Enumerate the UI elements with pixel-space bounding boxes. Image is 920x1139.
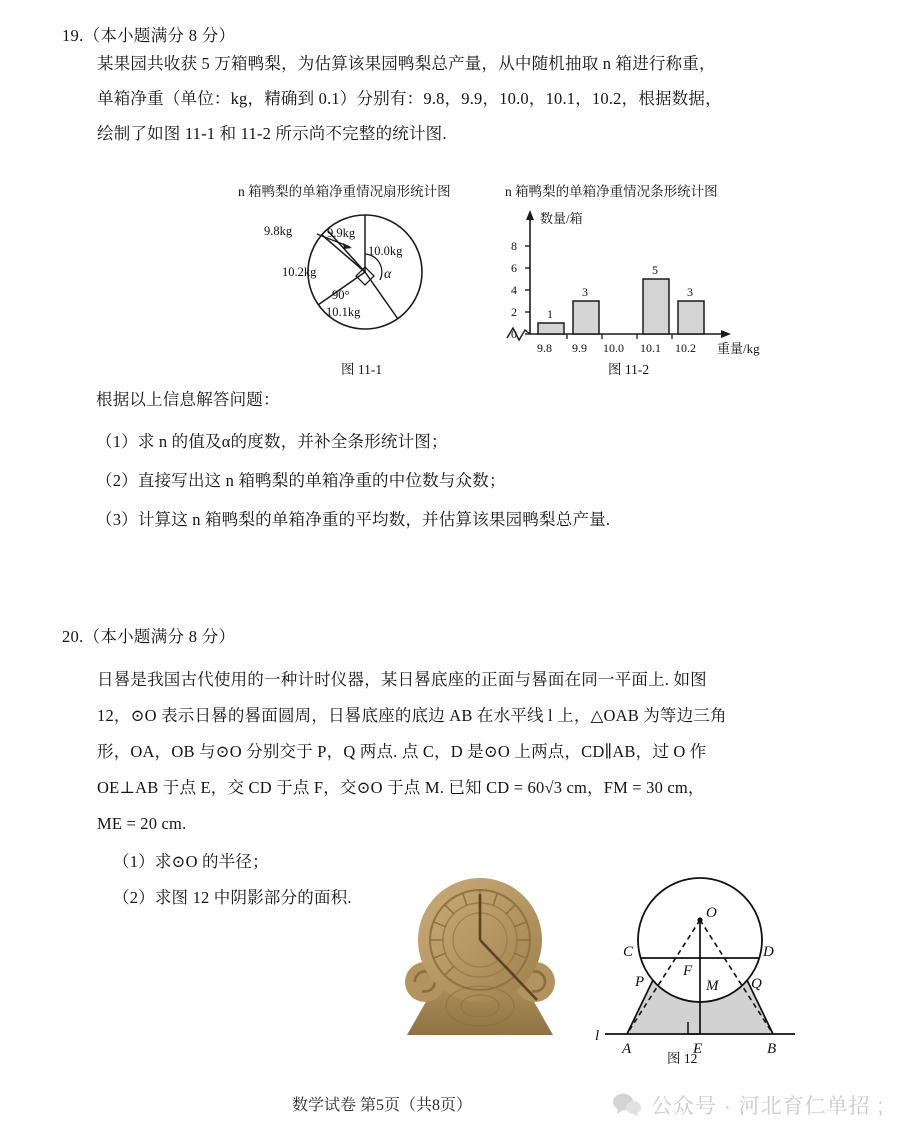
bar-value-label-9-8: 1: [547, 307, 553, 321]
bar-ytick-2: 2: [511, 305, 517, 319]
bar-xtick-10-2: 10.2: [675, 341, 696, 355]
q20-body-line-5: ME = 20 cm.: [97, 814, 187, 833]
bar-value-label-10-1: 5: [652, 263, 658, 277]
geo-label-F: F: [683, 963, 693, 979]
geo-label-P: P: [635, 974, 645, 990]
wechat-icon: [612, 1093, 642, 1117]
geo-label-B: B: [767, 1041, 777, 1057]
bar-chart-svg: [495, 204, 775, 344]
bar-xtick-9-8: 9.8: [537, 341, 552, 355]
geo-label-A: A: [622, 1041, 632, 1057]
q19-body-line-2: 单箱净重（单位：kg，精确到 0.1）分别有：9.8，9.9，10.0，10.1，10.2，根据数据，: [97, 89, 722, 108]
pie-label-10-1kg: 10.1kg: [326, 305, 361, 319]
bar-chart-xlabel: 重量/kg: [717, 341, 760, 356]
q19-subquestion-2: （2）直接写出这 n 箱鸭梨的单箱净重的中位数与众数；: [96, 471, 506, 490]
pie-label-10-2kg: 10.2kg: [282, 265, 317, 279]
pie-label-9-9kg: 9.9kg: [327, 226, 356, 240]
bar-ytick-6: 6: [511, 261, 517, 275]
bar-value-label-9-9: 3: [582, 285, 588, 299]
pie-label-10-0kg: 10.0kg: [368, 244, 403, 258]
geo-label-O: O: [706, 905, 717, 921]
bar-value-label-10-2: 3: [687, 285, 693, 299]
pie-label-90deg: 90°: [332, 288, 350, 302]
q19-figures: [0, 178, 920, 383]
bar-ytick-4: 4: [511, 283, 517, 297]
q19-body-line-3: 绘制了如图 11-1 和 11-2 所示尚不完整的统计图.: [97, 124, 447, 143]
geo-label-l: l: [595, 1028, 600, 1044]
geo-label-E: E: [693, 1041, 703, 1057]
pie-label-9-8kg: 9.8kg: [264, 224, 293, 238]
q20-body-line-1: 日晷是我国古代使用的一种计时仪器，某日晷底座的正面与晷面在同一平面上. 如图: [97, 670, 707, 689]
wechat-watermark: [612, 1090, 884, 1120]
bar-xtick-10-0: 10.0: [603, 341, 624, 355]
geometry-figure-12: [575, 862, 825, 1070]
q20-body-line-2: 12，⊙O 表示日晷的晷面圆周，日晷底座的底边 AB 在水平线 l 上，△OAB 为等边三角: [97, 706, 727, 725]
q19-subquestion-3: （3）计算这 n 箱鸭梨的单箱净重的平均数，并估算该果园鸭梨总产量.: [96, 510, 611, 529]
sundial-illustration: [385, 872, 575, 1044]
q20-body-line-4: OE⊥AB 于点 E，交 CD 于点 F，交⊙O 于点 M. 已知 CD = 60√3 cm，FM = 30 cm，: [97, 778, 705, 797]
page-footer: [0, 1092, 920, 1126]
bar-chart-title: n 箱鸭梨的单箱净重情况条形统计图: [505, 184, 718, 199]
q20-subquestion-1: （1）求⊙O 的半径；: [113, 852, 269, 871]
geo-label-Q: Q: [751, 976, 762, 992]
geo-label-M: M: [706, 978, 719, 994]
question-20-number: 20.（本小题满分 8 分）: [62, 627, 236, 646]
bar-chart: [495, 204, 775, 356]
bar-ytick-8: 8: [511, 239, 517, 253]
q19-prompt: 根据以上信息解答问题：: [96, 390, 280, 409]
pie-label-alpha: α: [384, 267, 392, 282]
geometry-figure-svg: [575, 862, 825, 1070]
bar-xtick-10-1: 10.1: [640, 341, 661, 355]
q20-subquestion-2: （2）求图 12 中阴影部分的面积.: [113, 888, 352, 907]
footer-page-label: 数学试卷 第5页（共8页）: [292, 1097, 473, 1114]
q19-body-line-1: 某果园共收获 5 万箱鸭梨，为估算该果园鸭梨总产量，从中随机抽取 n 箱进行称重，: [97, 54, 716, 73]
question-19-number: 19.（本小题满分 8 分）: [62, 26, 236, 45]
q20-body-line-3: 形，OA，OB 与⊙O 分别交于 P，Q 两点. 点 C，D 是⊙O 上两点，CD∥AB，过 O 作: [97, 742, 707, 761]
q19-subquestion-1: （1）求 n 的值及α的度数，并补全条形统计图；: [96, 432, 448, 451]
pie-chart-title: n 箱鸭梨的单箱净重情况扇形统计图: [238, 184, 451, 199]
bar-chart-caption: 图 11-2: [608, 362, 650, 377]
bar-xtick-9-9: 9.9: [572, 341, 587, 355]
pie-chart: [264, 210, 460, 340]
sundial-photo: [385, 872, 575, 1044]
bar-chart-ylabel: 数量/箱: [540, 211, 583, 226]
geometry-figure-caption: 图 12: [667, 1051, 698, 1066]
bar-ytick-0: 0: [511, 327, 517, 341]
watermark-text: 公众号 · 河北育仁单招 ;: [651, 1095, 885, 1118]
pie-chart-caption: 图 11-1: [341, 362, 383, 377]
geo-label-C: C: [623, 944, 634, 960]
geo-label-D: D: [763, 944, 774, 960]
